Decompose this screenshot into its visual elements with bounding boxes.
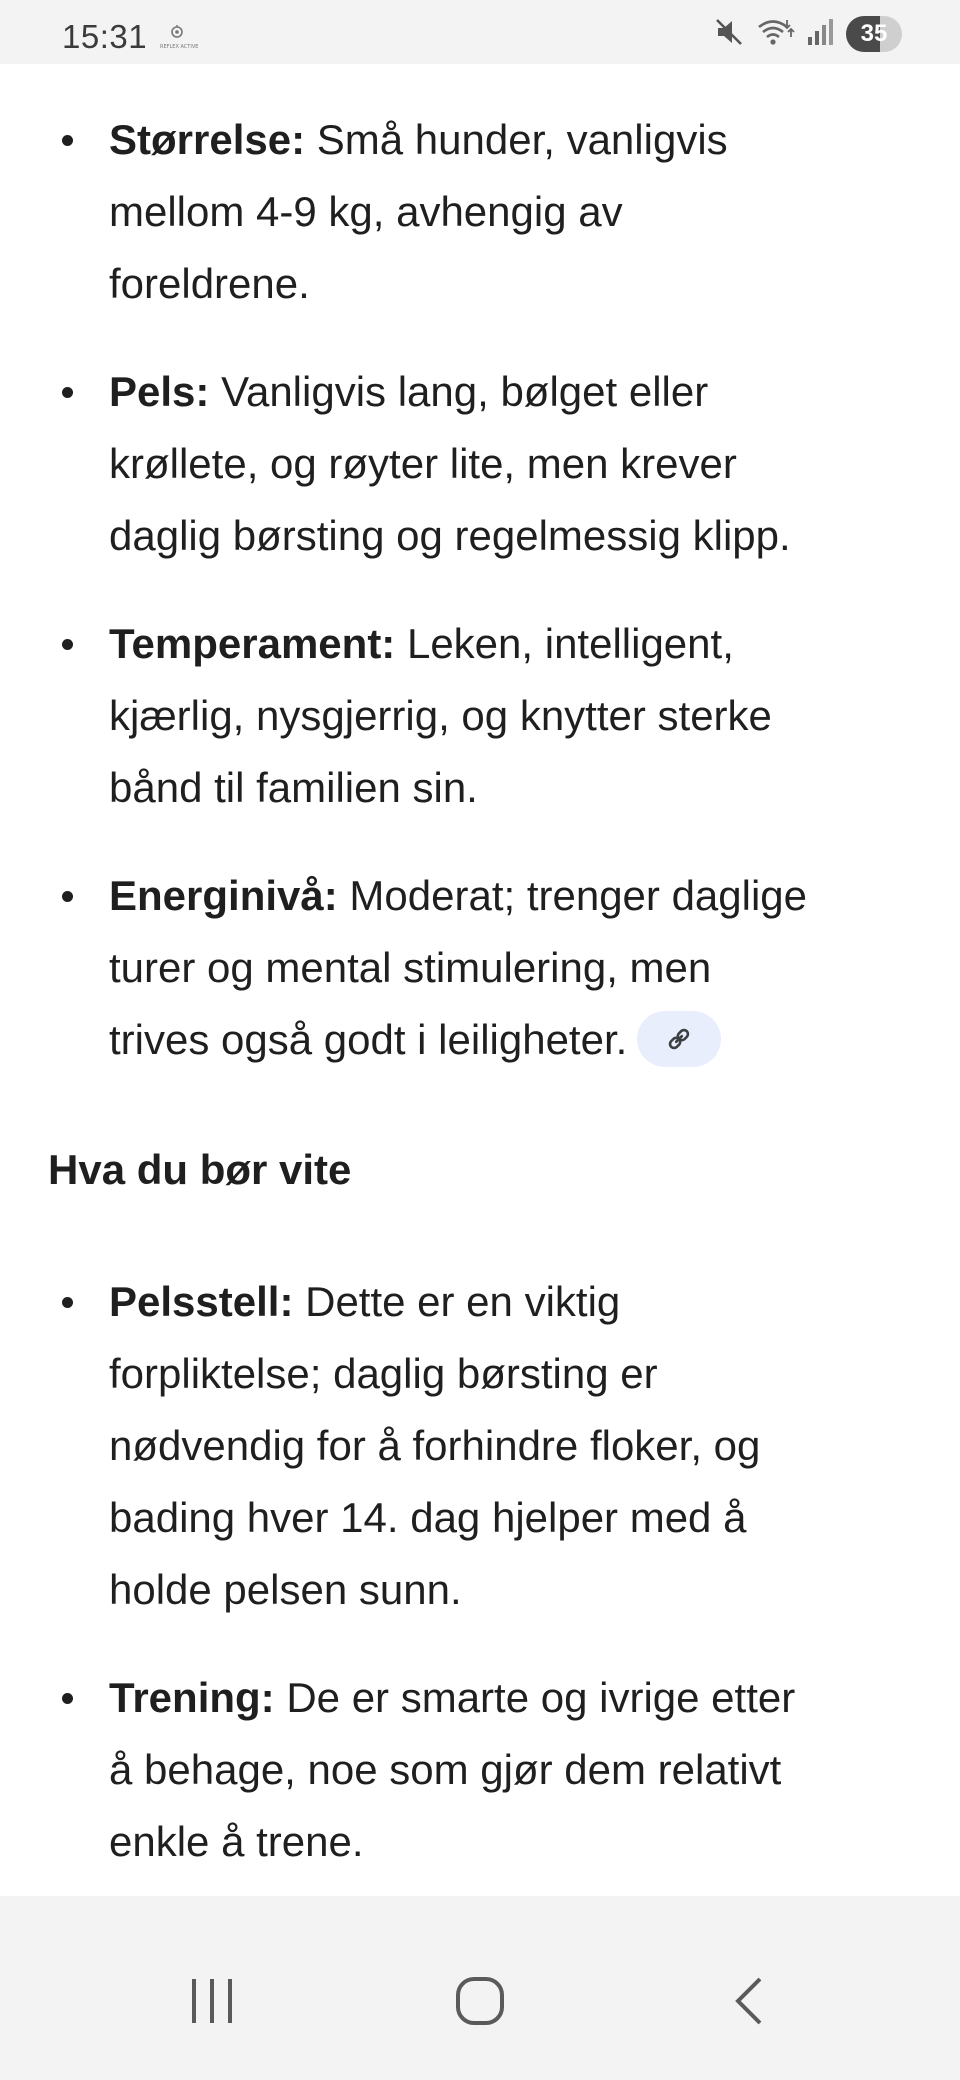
battery-icon [846, 16, 902, 52]
line: Små hunder, vanligvis [316, 116, 728, 163]
recent-apps-icon [188, 1977, 236, 2025]
line: trives også godt i leiligheter. [109, 1016, 628, 1063]
line: daglig børsting og regelmessig klipp. [109, 512, 791, 559]
bullet-dot [62, 639, 73, 650]
back-button[interactable] [688, 1946, 808, 2056]
home-icon [454, 1975, 506, 2027]
line: turer og mental stimulering, men [109, 944, 712, 991]
list-item [0, 1266, 960, 1626]
line: forpliktelse; daglig børsting er [109, 1350, 658, 1397]
term-label: Trening: [109, 1674, 275, 1721]
line: nødvendig for å forhindre floker, og [109, 1422, 761, 1469]
source-link-button[interactable] [637, 1011, 721, 1067]
term-label: Energinivå: [109, 872, 338, 919]
line: foreldrene. [109, 260, 310, 307]
bullet-dot [62, 1297, 73, 1308]
navigation-bar [0, 1896, 960, 2080]
term-label: Pelsstell: [109, 1278, 294, 1325]
line: Dette er en viktig [305, 1278, 621, 1325]
line: De er smarte og ivrige etter [286, 1674, 796, 1721]
line: enkle å trene. [109, 1818, 364, 1865]
link-icon [666, 1026, 692, 1052]
bullet-dot [62, 1693, 73, 1704]
recent-apps-button[interactable] [152, 1946, 272, 2056]
section-heading: Hva du bør vite [48, 1146, 352, 1193]
chat-response-content [0, 64, 960, 1896]
back-icon [730, 1975, 766, 2027]
line: Vanligvis lang, bølget eller [221, 368, 709, 415]
home-button[interactable] [420, 1946, 540, 2056]
signal-icon [806, 17, 834, 52]
bullet-dot [62, 387, 73, 398]
line: kjærlig, nysgjerrig, og knytter sterke [109, 692, 772, 739]
reflex-app-icon [160, 24, 199, 60]
list-item [0, 1662, 960, 1878]
list-item [0, 608, 960, 824]
line: mellom 4-9 kg, avhengig av [109, 188, 623, 235]
list-item [0, 104, 960, 320]
list-item [0, 356, 960, 572]
mute-icon [714, 17, 744, 52]
line: krøllete, og røyter lite, men krever [109, 440, 737, 487]
status-bar [0, 0, 960, 64]
bullet-dot [62, 891, 73, 902]
line: bånd til familien sin. [109, 764, 478, 811]
list-item [0, 860, 960, 1076]
battery-level: 35 [860, 20, 888, 47]
term-label: Størrelse: [109, 116, 306, 163]
line: bading hver 14. dag hjelper med å [109, 1494, 747, 1541]
line: å behage, noe som gjør dem relativt [109, 1746, 782, 1793]
status-time: 15:31 [62, 18, 148, 55]
term-label: Pels: [109, 368, 210, 415]
reflex-app-label: REFLEX ACTIVE [160, 44, 199, 50]
line: Leken, intelligent, [406, 620, 734, 667]
term-label: Temperament: [109, 620, 396, 667]
status-icons [714, 14, 902, 54]
bullet-dot [62, 135, 73, 146]
wifi-icon [756, 17, 794, 52]
line: holde pelsen sunn. [109, 1566, 462, 1613]
line: Moderat; trenger daglige [349, 872, 808, 919]
